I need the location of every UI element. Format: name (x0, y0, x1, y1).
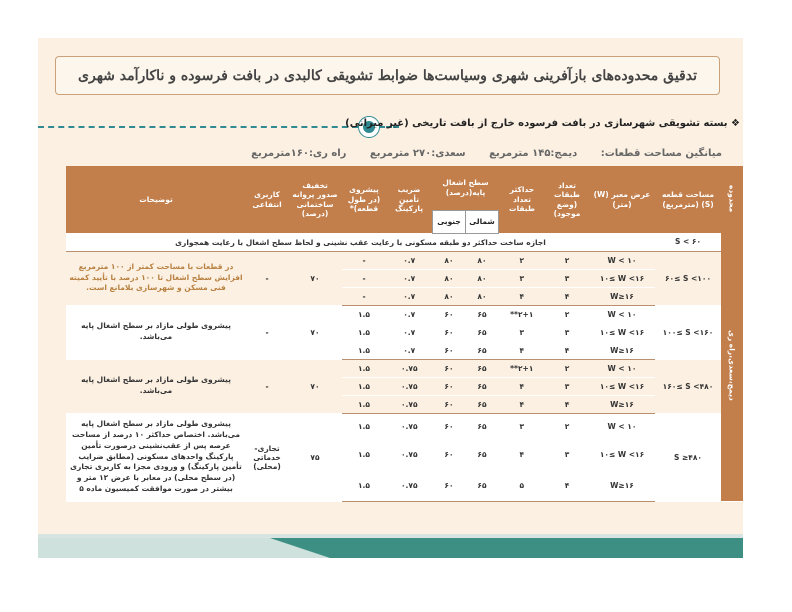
use-cell: - (246, 251, 288, 305)
parking-cell: ۰.۷ (386, 323, 433, 341)
floors-cell: ۳ (545, 323, 589, 341)
width-cell: ۱۰≤ W <۱۶ (589, 323, 655, 341)
south-cell: ۶۰ (433, 323, 466, 341)
setback-cell: - (342, 251, 386, 269)
south-cell: ۶۰ (433, 305, 466, 323)
header-north: شمالی (466, 210, 499, 233)
desc-cell: پیشروی طولی مازاد بر سطح اشغال پایه می‌باشد. (66, 359, 246, 413)
max-floors-cell: ۲+۱** (499, 305, 546, 323)
max-floors-cell: ۴ (499, 287, 546, 305)
north-cell: ۶۵ (466, 439, 499, 469)
discount-cell: ۷۰ (288, 251, 342, 305)
south-cell: ۶۰ (433, 469, 466, 501)
desc-cell: پیشروی طولی مازاد بر سطح اشغال پایه می‌باشد. اختصاص حداکثر ۱۰ درصد از مساحت عرصه پس از عقب‌نشینی درصورت تأمین پارکینگ واحدهای مسکونی (مطابق ضرایب تأمین پارکینگ) و ورودی مجزا به کاربری تجاری (در سطح محلی) در معابر با عرض ۱۲ متر و بیشتر در صورت موافقت کمیسیون ماده ۵ (66, 413, 246, 501)
max-floors-cell: ۳ (499, 413, 546, 439)
header-desc: توضیحات (66, 166, 246, 233)
width-cell: ۱۰≤ W <۱۶ (589, 439, 655, 469)
max-floors-cell: ۳ (499, 323, 546, 341)
south-cell: ۸۰ (433, 287, 466, 305)
incentive-table (66, 166, 743, 502)
setback-cell: ۱.۵ (342, 469, 386, 501)
header-setback: پیشروی (در طول قطعه)* (342, 166, 386, 233)
south-cell: ۶۰ (433, 341, 466, 359)
width-cell: W < ۱۰ (589, 251, 655, 269)
header-parking: ضریب تأمین پارکینگ (386, 166, 433, 233)
header-use: کاربری انتفاعی (246, 166, 288, 233)
setback-cell: ۱.۵ (342, 377, 386, 395)
setback-cell: ۱.۵ (342, 341, 386, 359)
floors-cell: ۲ (545, 359, 589, 377)
stats-dimaj: دیمج:۱۴۵ مترمربع (489, 148, 578, 159)
setback-cell: - (342, 287, 386, 305)
area-cell: S ≥۴۸۰ (655, 413, 721, 501)
parking-cell: ۰.۷۵ (386, 439, 433, 469)
setback-cell: ۱.۵ (342, 305, 386, 323)
setback-cell: - (342, 269, 386, 287)
page-title: تدقیق محدوده‌های بازآفرینی شهری وسیاست‌ها ضوابط تشویقی کالبدی در بافت فرسوده و ناکارآمد شهری (78, 67, 697, 84)
south-cell: ۸۰ (433, 269, 466, 287)
parking-cell: ۰.۷ (386, 269, 433, 287)
south-cell: ۶۰ (433, 395, 466, 413)
south-cell: ۶۰ (433, 413, 466, 439)
setback-cell: ۱.۵ (342, 413, 386, 439)
max-floors-cell: ۳ (499, 269, 546, 287)
stats-label: میانگین مساحت قطعات: (600, 148, 722, 159)
north-cell: ۸۰ (466, 269, 499, 287)
parking-cell: ۰.۷۵ (386, 469, 433, 501)
header-plot: مساحت قطعه (S) (مترمربع) (655, 166, 721, 233)
footer-decoration (0, 520, 792, 612)
area-cell: ۶۰≤ S <۱۰۰ (655, 251, 721, 305)
parking-cell: ۰.۷۵ (386, 359, 433, 377)
width-cell: W≥۱۶ (589, 395, 655, 413)
dashed-divider-left (38, 126, 358, 128)
floors-cell: ۴ (545, 395, 589, 413)
title-box (55, 56, 720, 95)
max-floors-cell: ۴ (499, 377, 546, 395)
south-cell: ۸۰ (433, 251, 466, 269)
parking-cell: ۰.۷ (386, 341, 433, 359)
floors-cell: ۳ (545, 269, 589, 287)
width-cell: W < ۱۰ (589, 413, 655, 439)
north-cell: ۶۵ (466, 323, 499, 341)
south-cell: ۶۰ (433, 439, 466, 469)
parking-cell: ۰.۷۵ (386, 395, 433, 413)
header-floors: تعداد طبقات (وضع موجود) (545, 166, 589, 233)
header-coverage: سطح اشغال پایه(درصد) (433, 166, 499, 210)
header-max-floors: حداکثر تعداد طبقات (499, 166, 546, 233)
parking-cell: ۰.۷ (386, 305, 433, 323)
north-cell: ۶۵ (466, 359, 499, 377)
setback-cell: ۱.۵ (342, 439, 386, 469)
header-area: محدوده (721, 166, 743, 233)
stats-line (231, 148, 722, 159)
sidebar-district: دیمج،سعدی،راه ری (721, 233, 743, 501)
stats-saadi: سعدی:۲۷۰ مترمربع (369, 148, 466, 159)
header-south: جنوبی (433, 210, 466, 233)
floors-cell: ۴ (545, 469, 589, 501)
floors-cell: ۲ (545, 251, 589, 269)
discount-cell: ۷۰ (288, 359, 342, 413)
area-cell: ۱۰۰≤ S <۱۶۰ (655, 305, 721, 359)
width-cell: ۱۰≤ W <۱۶ (589, 377, 655, 395)
north-cell: ۸۰ (466, 287, 499, 305)
floors-cell: ۳ (545, 377, 589, 395)
width-cell: W≥۱۶ (589, 469, 655, 501)
area-cell: ۱۶۰≤ S <۴۸۰ (655, 359, 721, 413)
setback-cell: ۱.۵ (342, 359, 386, 377)
max-floors-cell: ۴ (499, 395, 546, 413)
general-note: اجازه ساخت حداکثر دو طبقه مسکونی با رعایت عقب نشینی و لحاظ سطح اشغال با رعایت همجواری (66, 233, 655, 251)
north-cell: ۶۵ (466, 377, 499, 395)
use-cell: - (246, 359, 288, 413)
desc-cell: پیشروی طولی مازاد بر سطح اشغال پایه می‌باشد. (66, 305, 246, 359)
width-cell: W≥۱۶ (589, 341, 655, 359)
setback-cell: ۱.۵ (342, 323, 386, 341)
section-title: ❖ بسته تشویقی شهرسازی در بافت فرسوده خارج از بافت تاریخی (غیر میرانی) (345, 118, 740, 129)
header-discount: تخفیف صدور پروانه ساختمانی (درصد) (288, 166, 342, 233)
discount-cell: ۷۵ (288, 413, 342, 501)
header-width: عرض معبر (W) (متر) (589, 166, 655, 233)
north-cell: ۶۵ (466, 305, 499, 323)
desc-cell: در قطعات با مساحت کمتر از ۱۰۰ مترمربع افزایش سطح اشغال تا ۱۰۰ درصد با تأیید کمیته فنی مسکن و شهرسازی بلامانع است. (66, 251, 246, 305)
width-cell: W < ۱۰ (589, 305, 655, 323)
footer-teal-shape (270, 538, 743, 558)
floors-cell: ۴ (545, 287, 589, 305)
north-cell: ۶۵ (466, 395, 499, 413)
north-cell: ۶۵ (466, 413, 499, 439)
floors-cell: ۲ (545, 413, 589, 439)
floors-cell: ۳ (545, 439, 589, 469)
south-cell: ۶۰ (433, 359, 466, 377)
width-cell: ۱۰≤ W <۱۶ (589, 269, 655, 287)
max-floors-cell: ۵ (499, 469, 546, 501)
parking-cell: ۰.۷۵ (386, 413, 433, 439)
south-cell: ۶۰ (433, 377, 466, 395)
max-floors-cell: ۲ (499, 251, 546, 269)
north-cell: ۸۰ (466, 251, 499, 269)
parking-cell: ۰.۷ (386, 251, 433, 269)
width-cell: W≥۱۶ (589, 287, 655, 305)
floors-cell: ۲ (545, 305, 589, 323)
north-cell: ۶۵ (466, 469, 499, 501)
max-floors-cell: ۴ (499, 341, 546, 359)
parking-cell: ۰.۷ (386, 287, 433, 305)
width-cell: W < ۱۰ (589, 359, 655, 377)
floors-cell: ۴ (545, 341, 589, 359)
max-floors-cell: ۲+۱** (499, 359, 546, 377)
max-floors-cell: ۴ (499, 439, 546, 469)
setback-cell: ۱.۵ (342, 395, 386, 413)
discount-cell: ۷۰ (288, 305, 342, 359)
use-cell: تجاری- خدماتی (محلی) (246, 413, 288, 501)
area-cell: S < ۶۰ (655, 233, 721, 251)
parking-cell: ۰.۷۵ (386, 377, 433, 395)
use-cell: - (246, 305, 288, 359)
north-cell: ۶۵ (466, 341, 499, 359)
stats-rahrey: راه ری:۱۶۰مترمربع (251, 148, 347, 159)
